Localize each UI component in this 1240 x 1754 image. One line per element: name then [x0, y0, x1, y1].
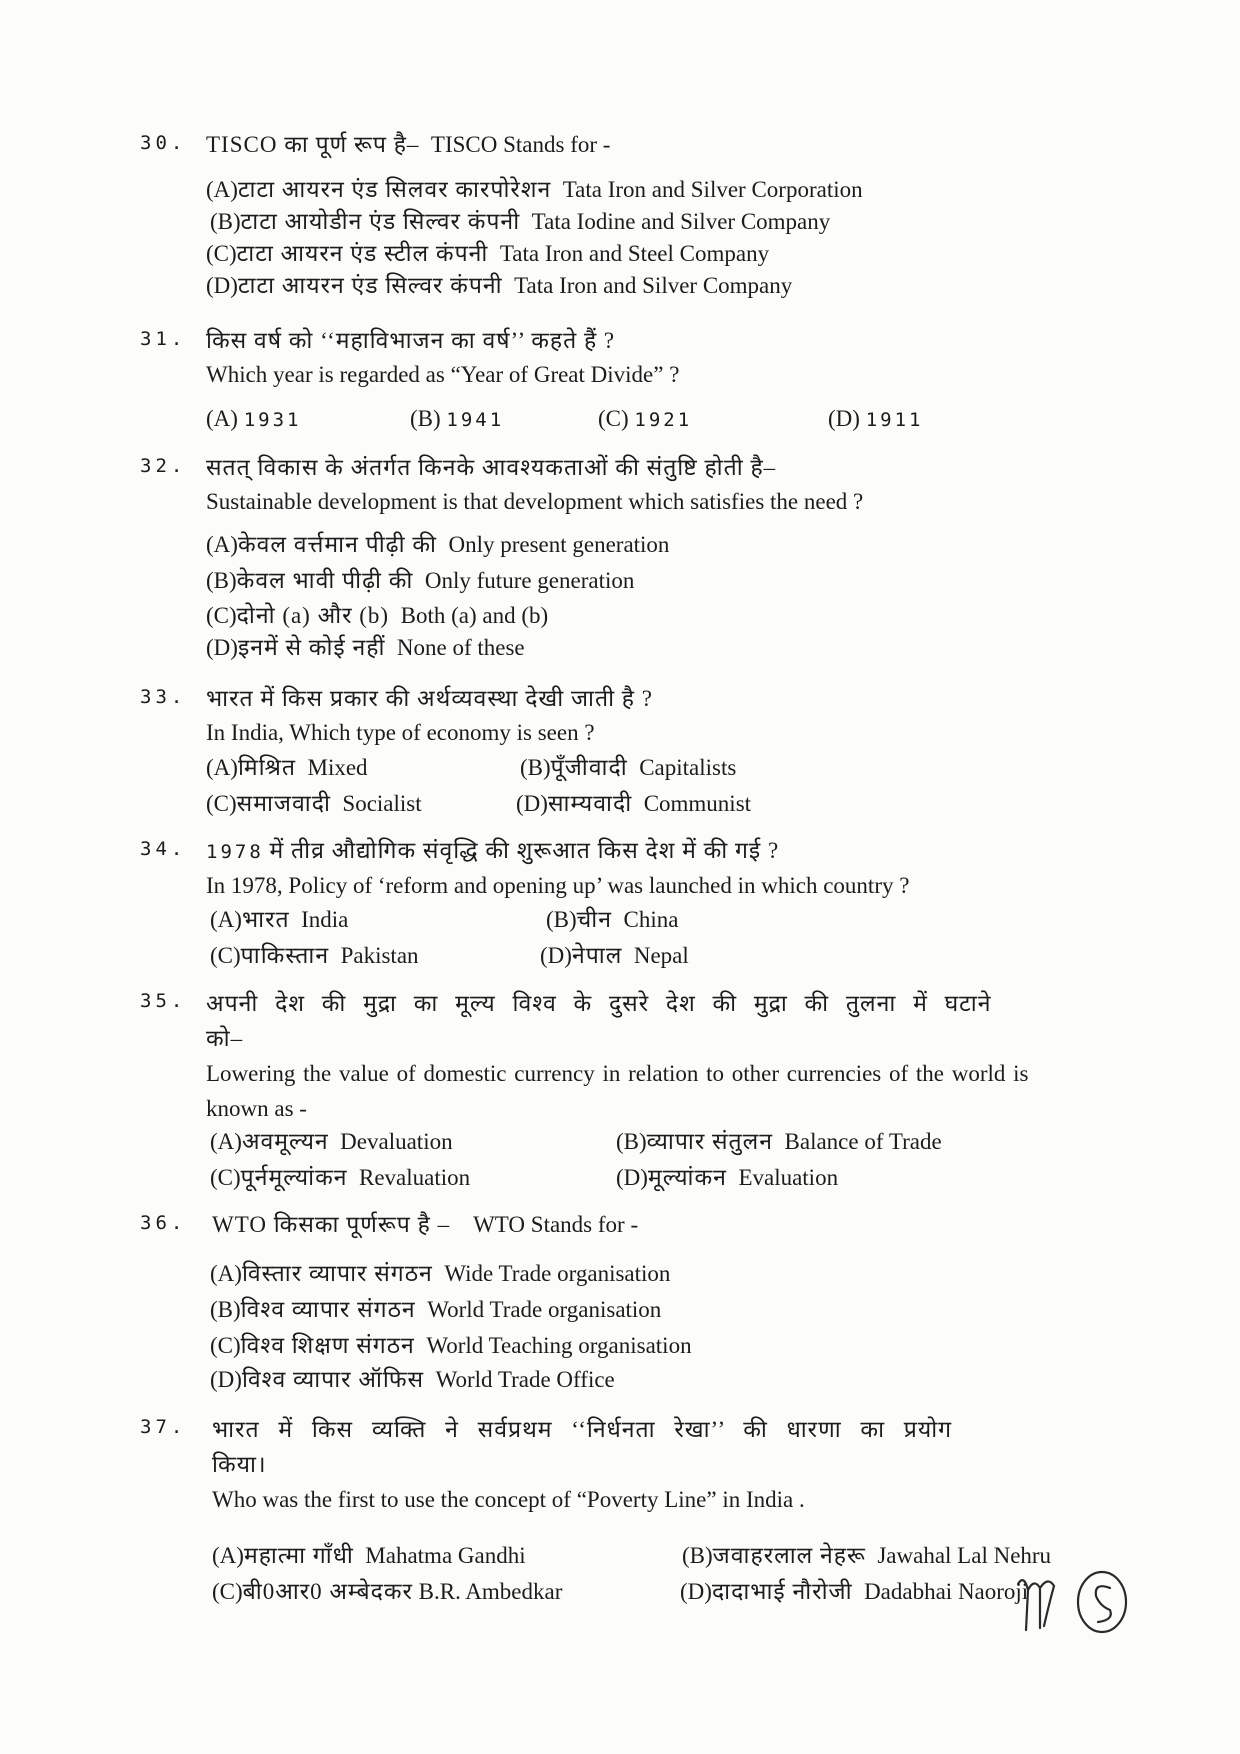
- question-hindi: TISCO का पूर्ण रूप है–: [206, 132, 420, 157]
- option-a: (A)भारत India: [210, 907, 349, 932]
- question-hindi: किस वर्ष को ‘‘महाविभाजन का वर्ष’’ कहते हैं ?: [206, 328, 616, 353]
- option-c: (C)पूर्नमूल्यांकन Revaluation: [210, 1165, 471, 1190]
- question-hindi: अपनी देश की मुद्रा का मूल्य विश्व के दुसरे देश की मुद्रा की तुलना में घटाने: [206, 991, 992, 1016]
- option-c: (C)दोनो (a) और (b) Both (a) and (b): [206, 603, 549, 628]
- question-text: भारत में किस व्यक्ति ने सर्वप्रथम ‘‘निर्धनता रेखा’’ की धारणा का प्रयोग किया। Who was the first to use the concept of “Poverty Line” in India .: [212, 1412, 1172, 1517]
- question-english: Which year is regarded as “Year of Great Divide” ?: [206, 362, 680, 387]
- option-d: (D)टाटा आयरन एंड सिल्वर कंपनी Tata Iron and Silver Company: [206, 273, 793, 298]
- option-a: (A)टाटा आयरन एंड सिलवर कारपोरेशन Tata Iron and Silver Corporation: [206, 177, 863, 202]
- option-b: (B)व्यापार संतुलन Balance of Trade: [616, 1129, 942, 1154]
- option-c: (C)टाटा आयरन एंड स्टील कंपनी Tata Iron and Steel Company: [206, 241, 770, 266]
- option-d: (D) 1911: [828, 406, 924, 431]
- question-text: [206, 324, 1166, 392]
- question-text: [206, 682, 1166, 750]
- question-text: [206, 451, 1166, 519]
- question-number: 36.: [140, 1212, 187, 1234]
- option-b: (B)पूँजीवादी Capitalists: [520, 755, 737, 780]
- option-a: (A)महात्मा गाँधी Mahatma Gandhi: [212, 1543, 526, 1568]
- question-hindi: 1978 में तीव्र औद्योगिक संवृद्धि की शुरूआत किस देश में की गई ?: [206, 838, 780, 863]
- question-hindi: भारत में किस प्रकार की अर्थव्यवस्था देखी जाती है ?: [206, 686, 653, 711]
- question-english: Sustainable development is that development which satisfies the need ?: [206, 489, 864, 514]
- question-english: TISCO Stands for -: [430, 132, 611, 157]
- option-d: (D)इनमें से कोई नहीं None of these: [206, 635, 525, 660]
- question-number: 32.: [140, 455, 187, 477]
- options: [206, 527, 669, 664]
- option-b: (B)केवल भावी पीढ़ी की Only future generation: [206, 568, 635, 593]
- question-hindi: भारत में किस व्यक्ति ने सर्वप्रथम ‘‘निर्धनता रेखा’’ की धारणा का प्रयोग: [212, 1417, 953, 1442]
- question-text: [206, 128, 1166, 162]
- option-a: (A)केवल वर्त्तमान पीढ़ी की Only present generation: [206, 532, 670, 557]
- question-text: [206, 834, 1166, 903]
- option-d: (D)मूल्यांकन Evaluation: [616, 1165, 839, 1190]
- options: [206, 174, 863, 302]
- question-english: Who was the first to use the concept of “Poverty Line” in India .: [212, 1487, 805, 1512]
- option-a: (A)अवमूल्यन Devaluation: [210, 1129, 453, 1154]
- option-d: (D)साम्यवादी Communist: [516, 791, 752, 816]
- question-number: 37.: [140, 1416, 187, 1438]
- option-a: (A) 1931: [206, 406, 302, 431]
- question-number: 31.: [140, 328, 187, 350]
- question-text: [212, 1208, 1172, 1242]
- options: [210, 1256, 692, 1396]
- option-a: (A)मिश्रित Mixed: [206, 755, 368, 780]
- option-b: (B)जवाहरलाल नेहरू Jawahal Lal Nehru: [682, 1543, 1052, 1568]
- option-c: (C) 1921: [598, 406, 693, 431]
- question-number: 30.: [140, 132, 187, 154]
- option-b: (B)विश्व व्यापार संगठन World Trade organisation: [210, 1297, 662, 1322]
- option-b: (B) 1941: [410, 406, 505, 431]
- question-text: अपनी देश की मुद्रा का मूल्य विश्व के दुसरे देश की मुद्रा की तुलना में घटाने को– Lowering the value of domestic currency in relation to other currencies of the world is known as -: [206, 986, 1166, 1126]
- option-d: (D)विश्व व्यापार ऑफिस World Trade Office: [210, 1367, 615, 1392]
- option-b: (B)चीन China: [546, 907, 679, 932]
- question-hindi: WTO किसका पूर्णरूप है –: [212, 1212, 451, 1237]
- question-english: WTO Stands for -: [473, 1212, 639, 1237]
- question-number: 34.: [140, 838, 187, 860]
- option-c: (C)समाजवादी Socialist: [206, 791, 422, 816]
- handwritten-signature-icon: [1010, 1560, 1140, 1640]
- option-c: (C)बी0आर0 अम्बेदकर B.R. Ambedkar: [212, 1579, 563, 1604]
- question-english: In 1978, Policy of ‘reform and opening up’ was launched in which country ?: [206, 873, 910, 898]
- question-number: 35.: [140, 990, 187, 1012]
- question-hindi: सतत् विकास के अंतर्गत किनके आवश्यकताओं की संतुष्टि होती है–: [206, 455, 777, 480]
- option-d: (D)नेपाल Nepal: [540, 943, 689, 968]
- option-b: (B)टाटा आयोडीन एंड सिल्वर कंपनी Tata Iodine and Silver Company: [210, 209, 831, 234]
- option-d: (D)दादाभाई नौरोजी Dadabhai Naoroji: [680, 1579, 1029, 1604]
- question-number: 33.: [140, 686, 187, 708]
- question-english: Lowering the value of domestic currency in relation to other currencies of the world is: [206, 1061, 1029, 1086]
- option-c: (C)पाकिस्तान Pakistan: [210, 943, 419, 968]
- option-a: (A)विस्तार व्यापार संगठन Wide Trade organisation: [210, 1261, 671, 1286]
- option-c: (C)विश्व शिक्षण संगठन World Teaching organisation: [210, 1333, 692, 1358]
- question-english: In India, Which type of economy is seen ?: [206, 720, 595, 745]
